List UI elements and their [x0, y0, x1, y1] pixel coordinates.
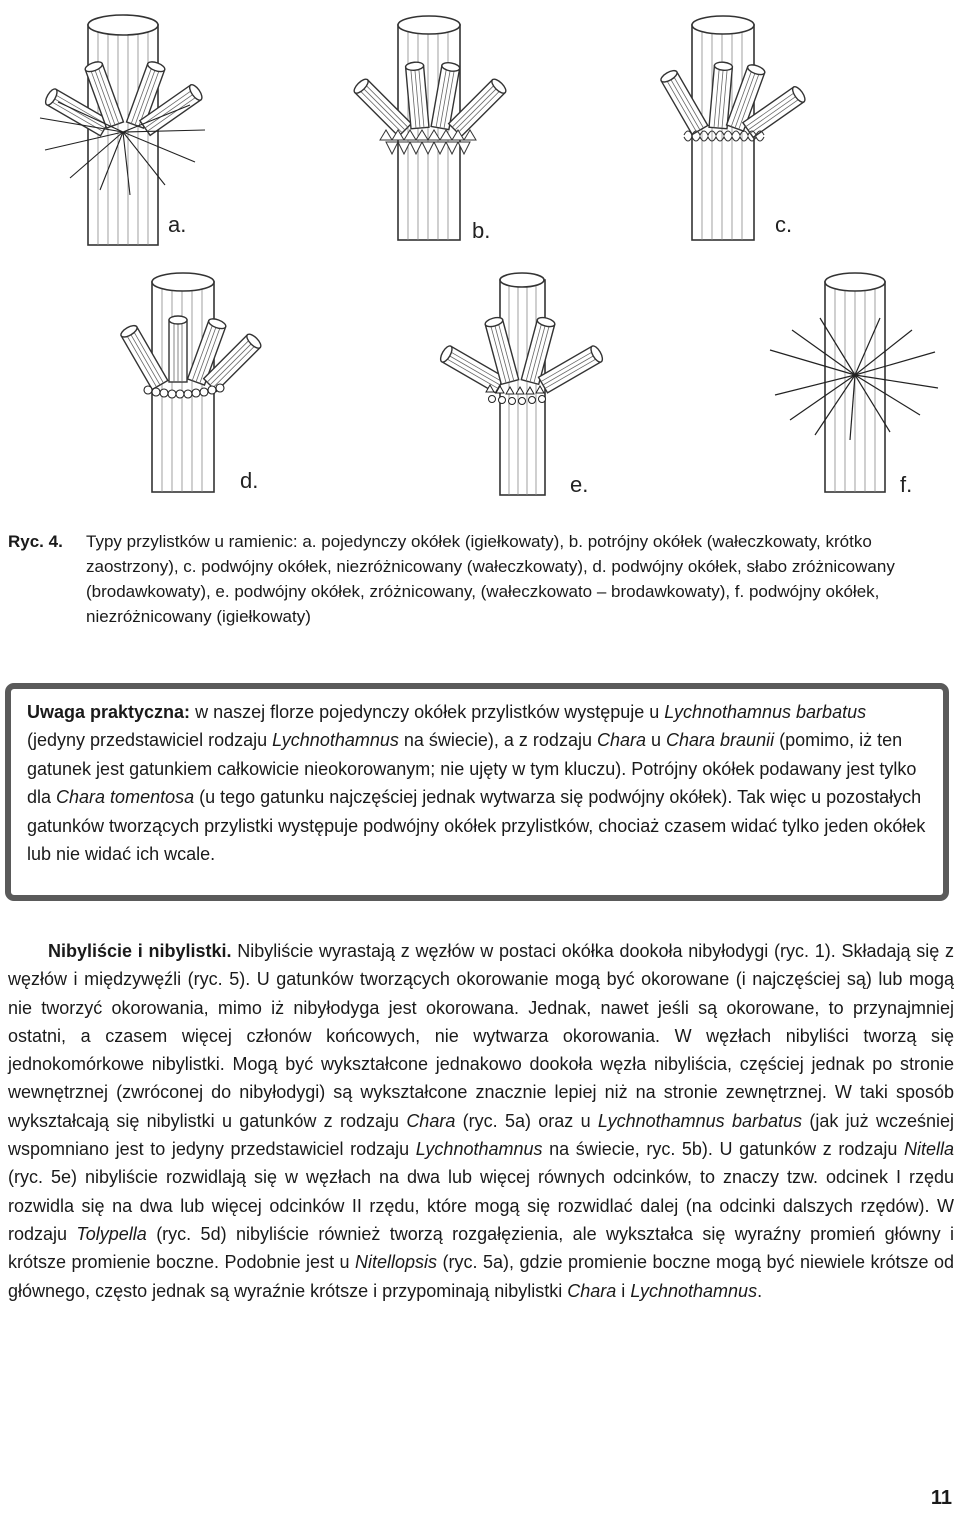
figure-label-c: c.: [775, 212, 793, 237]
section-taxon: Lychnothamnus: [415, 1139, 543, 1160]
section-text: (jak już wcześniej wspomniano jest to jedyny przedstawiciel rodzaju: [8, 1110, 955, 1160]
figure-label-b: b.: [472, 218, 491, 243]
drawing-e: [438, 273, 604, 497]
section-text: (ryc. 5e) nibyliście rozwidlają się w węzłach na dwa lub więcej równych odcinków, to znaczy tzw. odcinek I rzędu rozwidla się na dwa lub więcej odcinków II rzędu, które mogą się rozwidlać dalej (na odcinki dalszych rzędów). W rodzaju: [8, 1167, 954, 1244]
section-text: (ryc. 5a) oraz u: [455, 1110, 598, 1131]
section-nibylistki: [8, 937, 954, 1305]
note-species: Lychnothamnus: [272, 730, 399, 751]
section-text: i: [616, 1280, 631, 1301]
section-heading: Nibyliście i nibylistki.: [48, 941, 232, 961]
page-number: 11: [930, 1487, 952, 1509]
caption-number: Ryc. 4.: [8, 532, 63, 551]
note-species: Chara: [596, 730, 646, 751]
section-text: .: [757, 1280, 763, 1301]
figure-label-d: d.: [240, 468, 259, 493]
section-taxon: Lychnothamnus barbatus: [597, 1110, 803, 1131]
drawing-f: [770, 273, 938, 497]
drawing-d: [119, 273, 263, 493]
note-text: na świecie), a z rodzaju: [398, 730, 597, 751]
note-species: Chara tomentosa: [56, 787, 195, 808]
figure-label-a: a.: [168, 212, 187, 237]
figure-label-e: e.: [570, 472, 589, 497]
section-taxon: Chara: [406, 1110, 456, 1131]
drawing-b: [352, 16, 508, 243]
note-text: (pomimo, iż ten gatunek jest gatunkiem całkowicie nieokorowanym; nie ujęty w tym kluczu). Potrójny okółek podawany jest tylko dla: [27, 730, 917, 808]
section-text: Nibyliście wyrastają z węzłów w postaci okółka dookoła nibyłodygi (ryc. 1). Składają się z węzłów i międzywęźli (ryc. 5). U gatunków tworzących okorowanie mogą być okorowane (i najczęściej są) lub mogą nie tworzyć okorowania, mimo iż nibyłodyga jest okorowana. Jednak, nawet jeśli są okorowane, to przynajmniej ostatni, a czasem więcej członów końcowych, nie wytwarza okorowania. W węzłach nibyliści tworzą się jednokomórkowe nibylistki. Mogą być wykształcone jednakowo dookoła węzła nibyliścia, częściej jednak po stronie wewnętrznej (zwróconej do nibyłodygi) są wykształcone znacznie lepiej niż na stronie zewnętrznej. W taki sposób wykształcają się nibylistki u gatunków z rodzaju: [8, 941, 954, 1131]
note-species: Chara braunii: [666, 730, 775, 751]
section-taxon: Lychnothamnus: [630, 1280, 758, 1301]
note-text: u: [646, 730, 667, 751]
note-species: Lychnothamnus barbatus: [664, 702, 867, 722]
drawing-a: [40, 15, 205, 245]
section-text: (ryc. 5a), gdzie promienie boczne mogą być niewiele krótsze od głównego, często jednak są wyraźnie krótsze i przypominają nibylistki: [8, 1252, 954, 1301]
figure-caption: [8, 529, 952, 629]
section-text: na świecie, ryc. 5b). U gatunków z rodzaju: [542, 1139, 904, 1160]
drawing-c: [659, 16, 807, 240]
note-text: (u tego gatunku najczęściej jednak wytwarza się podwójny okółek). Tak więc u pozostałych gatunków tworzących przylistki występuje podwójny okółek przylistków, chociaż czasem widać tylko jeden okółek lub nie widać ich wcale.: [27, 787, 926, 865]
section-taxon: Nitellopsis: [355, 1252, 438, 1273]
section-taxon: Chara: [567, 1280, 617, 1301]
caption-text: Typy przylistków u ramienic: a. pojedynczy okółek (igiełkowaty), b. potrójny okółek (wałeczkowaty, krótko zaostrzony), c. podwójny okółek, niezróżnicowany (wałeczkowaty), d. podwójny okółek, słabo zróżnicowany (brodawkowaty), e. podwójny okółek, zróżnicowany, (wałeczkowato – brodawkowaty), f. podwójny okółek, niezróżnicowany (igiełkowaty): [86, 532, 895, 626]
note-lead: Uwaga praktyczna:: [27, 702, 191, 722]
practical-note-box: [5, 683, 949, 901]
section-taxon: Nitella: [903, 1139, 955, 1160]
section-taxon: Tolypella: [76, 1223, 147, 1244]
figure-label-f: f.: [900, 472, 913, 497]
section-text: (ryc. 5d) nibyliście również tworzą rozgałęzienia, ale wykształca się wyraźny promień główny i krótsze promienie boczne. Podobnie jest u: [8, 1223, 954, 1273]
stipulode-figure: [0, 0, 960, 510]
note-text: (jedyny przedstawiciel rodzaju: [27, 730, 273, 751]
note-text: w naszej florze pojedynczy okółek przylistków występuje u: [190, 702, 665, 722]
